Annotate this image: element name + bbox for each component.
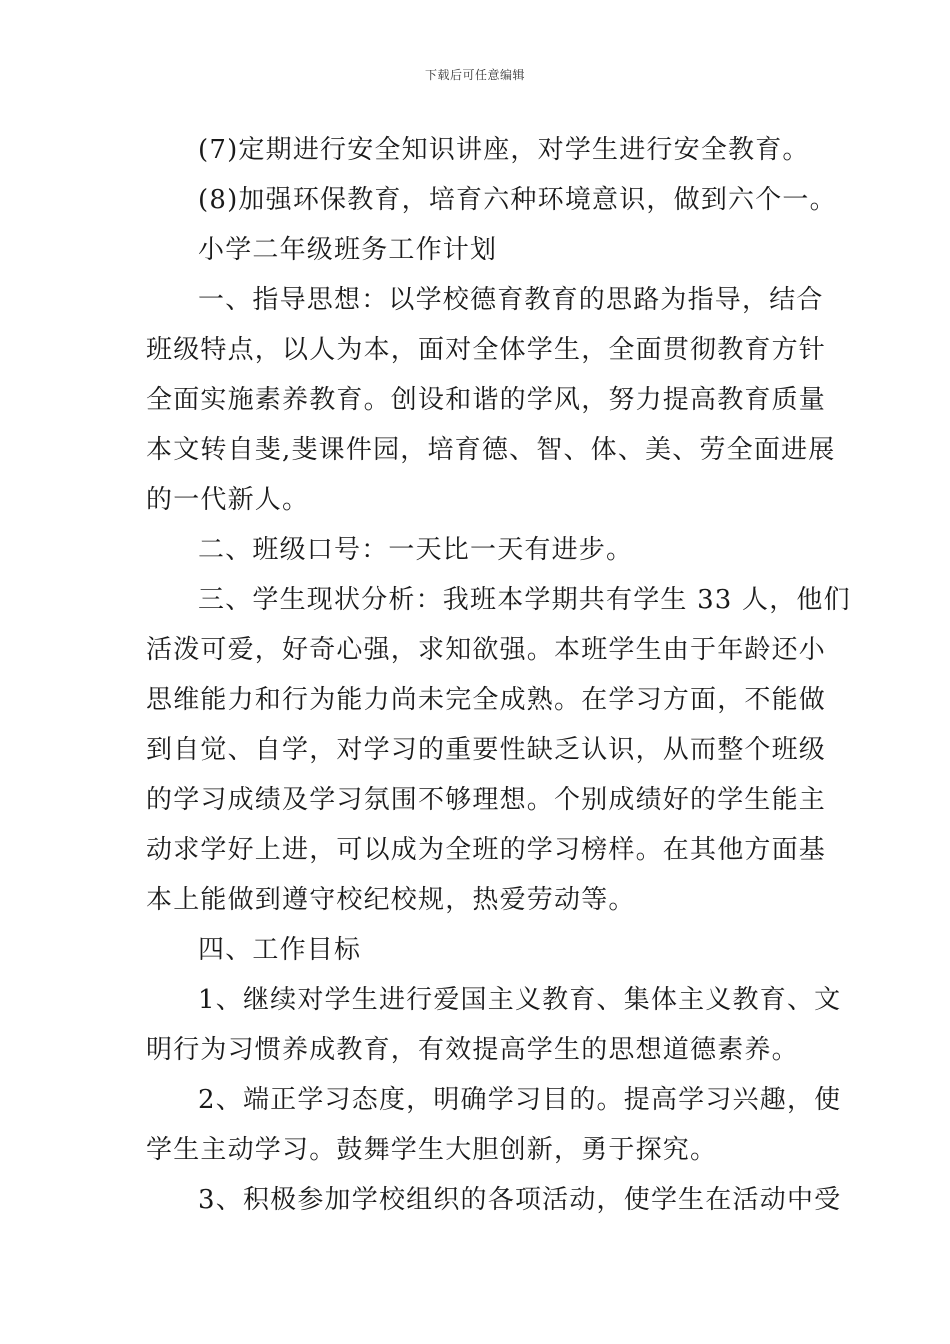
document-body	[146, 125, 851, 1225]
text-line: 的一代新人。	[146, 485, 310, 515]
text-line: 1、继续对学生进行爱国主义教育、集体主义教育、文	[198, 985, 842, 1015]
text-line: 二、班级口号：一天比一天有进步。	[198, 535, 634, 565]
header-note: 下载后可任意编辑	[424, 68, 525, 82]
text-line: (7)定期进行安全知识讲座，对学生进行安全教育。	[198, 135, 810, 165]
text-line: 四、工作目标	[198, 935, 362, 965]
text-line: 本文转自斐,斐课件园，培育德、智、体、美、劳全面进展	[146, 435, 836, 465]
text-line: 3、积极参加学校组织的各项活动，使学生在活动中受	[198, 1185, 842, 1215]
text-line: 全面实施素养教育。创设和谐的学风，努力提高教育质量	[146, 385, 827, 415]
text-line: 三、学生现状分析：我班本学期共有学生 33 人，他们	[198, 585, 851, 615]
text-line: 学生主动学习。鼓舞学生大胆创新，勇于探究。	[146, 1135, 718, 1165]
text-line: 思维能力和行为能力尚未完全成熟。在学习方面，不能做	[146, 685, 827, 715]
section-title: 小学二年级班务工作计划	[198, 235, 498, 265]
text-line: (8)加强环保教育，培育六种环境意识，做到六个一。	[198, 185, 837, 215]
text-line: 动求学好上进，可以成为全班的学习榜样。在其他方面基	[146, 835, 827, 865]
text-line: 班级特点，以人为本，面对全体学生，全面贯彻教育方针	[146, 335, 827, 365]
text-line: 一、指导思想：以学校德育教育的思路为指导，结合	[198, 285, 824, 315]
text-line: 到自觉、自学，对学习的重要性缺乏认识，从而整个班级	[146, 735, 827, 765]
text-line: 2、端正学习态度，明确学习目的。提高学习兴趣，使	[198, 1085, 842, 1115]
text-line: 的学习成绩及学习氛围不够理想。个别成绩好的学生能主	[146, 785, 827, 815]
text-line: 活泼可爱，好奇心强，求知欲强。本班学生由于年龄还小	[146, 635, 827, 665]
text-line: 明行为习惯养成教育，有效提高学生的思想道德素养。	[146, 1035, 799, 1065]
text-line: 本上能做到遵守校纪校规，热爱劳动等。	[146, 885, 636, 915]
